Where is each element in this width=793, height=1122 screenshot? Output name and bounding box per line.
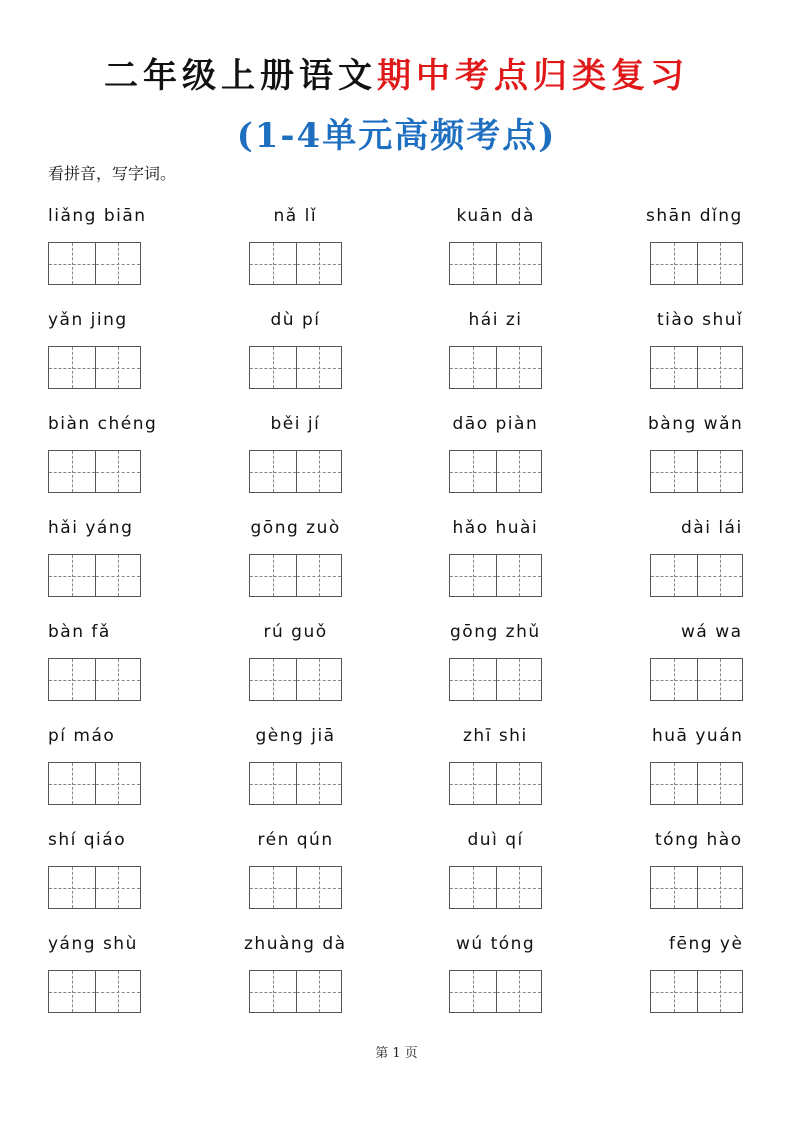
pinyin-label: bàn fǎ [48,622,111,642]
tian-grid-square[interactable] [697,555,743,596]
tian-grid-square[interactable] [697,971,743,1012]
character-writing-box[interactable] [650,450,743,493]
character-writing-box[interactable] [249,346,342,389]
word-item [650,518,793,618]
tian-grid-square[interactable] [49,867,95,908]
pinyin-label: hǎi yáng [48,518,134,538]
word-item [650,622,793,722]
tian-grid-square[interactable] [651,347,697,388]
word-item [48,310,248,410]
word-item [650,830,793,930]
character-writing-box[interactable] [249,554,342,597]
character-writing-box[interactable] [650,242,743,285]
pinyin-label: kuān dà [456,206,535,226]
pinyin-label: rén qún [257,830,334,850]
tian-grid-square[interactable] [450,867,496,908]
page-title [0,48,793,97]
character-writing-box[interactable] [48,866,141,909]
tian-grid-square[interactable] [95,867,141,908]
character-writing-box[interactable] [650,346,743,389]
character-writing-box[interactable] [249,762,342,805]
tian-grid-square[interactable] [450,451,496,492]
word-item [449,622,649,722]
tian-grid-square[interactable] [49,659,95,700]
pinyin-label: tóng hào [655,830,743,850]
character-writing-box[interactable] [48,450,141,493]
tian-grid-square[interactable] [697,451,743,492]
tian-grid-square[interactable] [250,555,296,596]
tian-grid-square[interactable] [296,659,342,700]
tian-grid-square[interactable] [250,867,296,908]
tian-grid-square[interactable] [296,243,342,284]
tian-grid-square[interactable] [651,659,697,700]
pinyin-label: wá wa [681,622,743,642]
tian-grid-square[interactable] [450,659,496,700]
tian-grid-square[interactable] [450,555,496,596]
tian-grid-square[interactable] [250,659,296,700]
tian-grid-square[interactable] [49,451,95,492]
tian-grid-square[interactable] [49,243,95,284]
exercise-row [0,414,793,514]
pinyin-label: fēng yè [669,934,744,954]
pinyin-label: dù pí [270,310,321,330]
pinyin-label: bàng wǎn [648,414,744,434]
pinyin-label: duì qí [467,830,524,850]
tian-grid-square[interactable] [296,971,342,1012]
tian-grid-square[interactable] [496,763,542,804]
pinyin-label: shí qiáo [48,830,127,850]
pinyin-label: pí máo [48,726,116,746]
tian-grid-square[interactable] [95,347,141,388]
character-writing-box[interactable] [449,450,542,493]
word-item [244,934,449,1034]
character-writing-box[interactable] [449,346,542,389]
pinyin-label: gōng zuò [250,518,341,538]
character-writing-box[interactable] [650,762,743,805]
pinyin-label: zhī shi [463,726,528,746]
pinyin-label: gèng jiā [255,726,336,746]
character-writing-box[interactable] [449,242,542,285]
tian-grid-square[interactable] [49,971,95,1012]
pinyin-label: shān dǐng [646,206,743,226]
character-writing-box[interactable] [449,970,542,1013]
word-item [449,310,649,410]
exercise-row [0,622,793,722]
character-writing-box[interactable] [249,450,342,493]
tian-grid-square[interactable] [49,347,95,388]
pinyin-label: hái zi [468,310,523,330]
pinyin-label: rú guǒ [263,622,328,642]
pinyin-label: huā yuán [652,726,744,746]
tian-grid-square[interactable] [651,971,697,1012]
tian-grid-square[interactable] [49,555,95,596]
character-writing-box[interactable] [249,242,342,285]
word-item [449,934,649,1034]
word-item [249,830,449,930]
pinyin-label: wú tóng [456,934,536,954]
character-writing-box[interactable] [249,970,342,1013]
word-item [249,310,449,410]
word-item [449,518,649,618]
title-part-1: 二年级上册语文 [104,56,377,96]
word-item [48,518,248,618]
tian-grid-square[interactable] [450,763,496,804]
tian-grid-square[interactable] [95,555,141,596]
tian-grid-square[interactable] [496,347,542,388]
tian-grid-square[interactable] [651,243,697,284]
word-item [650,934,793,1034]
character-writing-box[interactable] [249,866,342,909]
character-writing-box[interactable] [449,866,542,909]
tian-grid-square[interactable] [95,659,141,700]
tian-grid-square[interactable] [250,971,296,1012]
pinyin-label: běi jí [270,414,321,434]
pinyin-label: biàn chéng [48,414,158,434]
pinyin-label: gōng zhǔ [450,622,541,642]
character-writing-box[interactable] [48,762,141,805]
character-writing-box[interactable] [449,762,542,805]
page-number: 第 1 页 [375,1046,418,1061]
character-writing-box[interactable] [48,658,141,701]
tian-grid-square[interactable] [250,451,296,492]
tian-grid-square[interactable] [697,867,743,908]
tian-grid-square[interactable] [250,763,296,804]
word-item [646,206,793,306]
pinyin-label: nǎ lǐ [273,206,318,226]
pinyin-label: liǎng biān [48,206,147,226]
tian-grid-square[interactable] [296,867,342,908]
exercise-row [0,518,793,618]
word-item [249,206,449,306]
tian-grid-square[interactable] [450,347,496,388]
word-item [449,414,649,514]
word-item [48,934,248,1034]
page-subtitle: (1-4单元高频考点) [236,116,557,156]
tian-grid-square[interactable] [697,243,743,284]
character-writing-box[interactable] [650,658,743,701]
instruction-text: 看拼音，写字词。 [48,164,177,183]
tian-grid-square[interactable] [296,555,342,596]
word-item [249,518,449,618]
word-item [48,622,248,722]
word-item [650,726,793,826]
tian-grid-square[interactable] [95,763,141,804]
pinyin-label: zhuàng dà [244,934,347,954]
tian-grid-square[interactable] [651,763,697,804]
word-item [449,830,649,930]
tian-grid-square[interactable] [95,451,141,492]
tian-grid-square[interactable] [651,867,697,908]
pinyin-label: yáng shù [48,934,138,954]
tian-grid-square[interactable] [496,971,542,1012]
word-item [48,726,248,826]
tian-grid-square[interactable] [496,555,542,596]
word-item [449,726,649,826]
exercise-row [0,830,793,930]
tian-grid-square[interactable] [496,243,542,284]
character-writing-box[interactable] [650,866,743,909]
pinyin-label: dāo piàn [452,414,539,434]
character-writing-box[interactable] [249,658,342,701]
tian-grid-square[interactable] [450,971,496,1012]
word-item [48,206,248,306]
character-writing-box[interactable] [650,554,743,597]
tian-grid-square[interactable] [697,659,743,700]
word-item [249,622,449,722]
pinyin-label: yǎn jing [48,310,128,330]
character-writing-box[interactable] [48,970,141,1013]
tian-grid-square[interactable] [49,763,95,804]
pinyin-label: hǎo huài [452,518,539,538]
tian-grid-square[interactable] [651,451,697,492]
exercise-row [0,934,793,1034]
word-item [48,830,248,930]
tian-grid-square[interactable] [296,347,342,388]
tian-grid-square[interactable] [450,243,496,284]
word-item [48,414,248,514]
word-item [650,310,793,410]
tian-grid-square[interactable] [296,763,342,804]
exercise-row [0,726,793,826]
character-writing-box[interactable] [449,658,542,701]
tian-grid-square[interactable] [95,971,141,1012]
character-writing-box[interactable] [449,554,542,597]
word-item [249,726,449,826]
character-writing-box[interactable] [48,554,141,597]
tian-grid-square[interactable] [496,659,542,700]
character-writing-box[interactable] [650,970,743,1013]
tian-grid-square[interactable] [250,243,296,284]
word-item [650,414,793,514]
tian-grid-square[interactable] [296,451,342,492]
word-item [449,206,649,306]
tian-grid-square[interactable] [651,555,697,596]
tian-grid-square[interactable] [496,451,542,492]
exercise-row [0,206,793,306]
tian-grid-square[interactable] [697,763,743,804]
tian-grid-square[interactable] [697,347,743,388]
title-part-2: 期中考点归类复习 [377,56,689,96]
character-writing-box[interactable] [48,242,141,285]
character-writing-box[interactable] [48,346,141,389]
exercise-row [0,310,793,410]
tian-grid-square[interactable] [496,867,542,908]
pinyin-label: dài lái [681,518,743,538]
tian-grid-square[interactable] [95,243,141,284]
pinyin-label: tiào shuǐ [657,310,744,330]
word-item [249,414,449,514]
tian-grid-square[interactable] [250,347,296,388]
